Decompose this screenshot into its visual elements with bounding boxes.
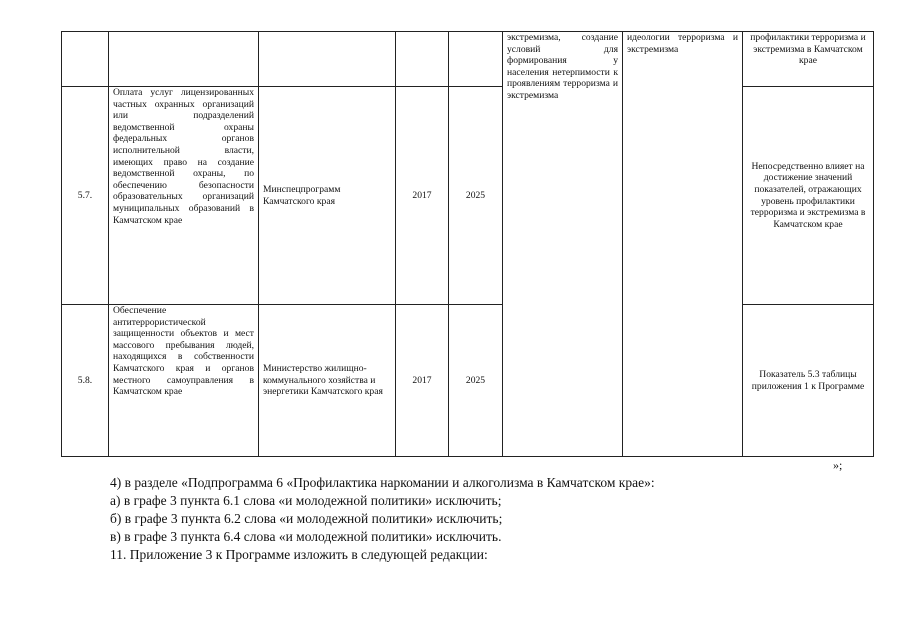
paragraph-item-11: 11. Приложение 3 к Программе изложить в следующей редакции: [110, 547, 488, 562]
program-table [61, 31, 874, 457]
number-cell [62, 32, 109, 87]
row-number: 5.8. [62, 305, 109, 457]
activity-cell: Оплата услуг лицензированных частных охранных организаций или подразделений ведомственной охраны федеральных органов исполнительной власти, имеющих право на создание ведомственной охраны, по обеспечению безопасности образовательных организаций муниципальных образований в Камчатском крае [109, 87, 259, 305]
row-number: 5.7. [62, 87, 109, 305]
end-year-cell [449, 32, 503, 87]
paragraph-item-b: б) в графе 3 пункта 6.2 слова «и молодежной политики» исключить; [110, 511, 503, 526]
end-year-cell: 2025 [449, 87, 503, 305]
paragraph-item-a: а) в графе 3 пункта 6.1 слова «и молодежной политики» исключить; [110, 493, 502, 508]
closing-quote-mark: »; [833, 458, 843, 472]
start-year-cell: 2017 [396, 87, 449, 305]
table-row [62, 87, 874, 305]
paragraph-section-4: 4) в разделе «Подпрограмма 6 «Профилактика наркомании и алкоголизма в Камчатском крае»: [110, 475, 655, 490]
table-row [62, 32, 874, 87]
indicator-cell: Непосредственно влияет на достижение значений показателей, отражающих уровень профилактики терроризма и экстремизма в Камчатском крае [743, 87, 874, 305]
indicator-cell: профилактики терроризма и экстремизма в Камчатском крае [743, 32, 874, 87]
start-year-cell: 2017 [396, 305, 449, 457]
end-year-cell: 2025 [449, 305, 503, 457]
start-year-cell [396, 32, 449, 87]
activity-cell [109, 32, 259, 87]
executor-cell: Минспецпрограмм Камчатского края [259, 87, 396, 305]
executor-cell: Министерство жилищно-коммунального хозяйства и энергетики Камчатского края [259, 305, 396, 457]
paragraph-item-v: в) в графе 3 пункта 6.4 слова «и молодежной политики» исключить. [110, 529, 502, 544]
indicator-cell: Показатель 5.3 таблицы приложения 1 к Программе [743, 305, 874, 457]
goal-cell: экстремизма, создание условий для формирования у населения нетерпимости к проявлениям терроризма и экстремизма [503, 32, 623, 457]
table-row [62, 305, 874, 457]
executor-cell [259, 32, 396, 87]
activity-cell: Обеспечение антитеррористической защищенности объектов и мест массового пребывания людей, находящихся в собственности Камчатского края и органов местного самоуправления в Камчатском крае [109, 305, 259, 457]
direction-cell: идеологии терроризма и экстремизма [623, 32, 743, 457]
